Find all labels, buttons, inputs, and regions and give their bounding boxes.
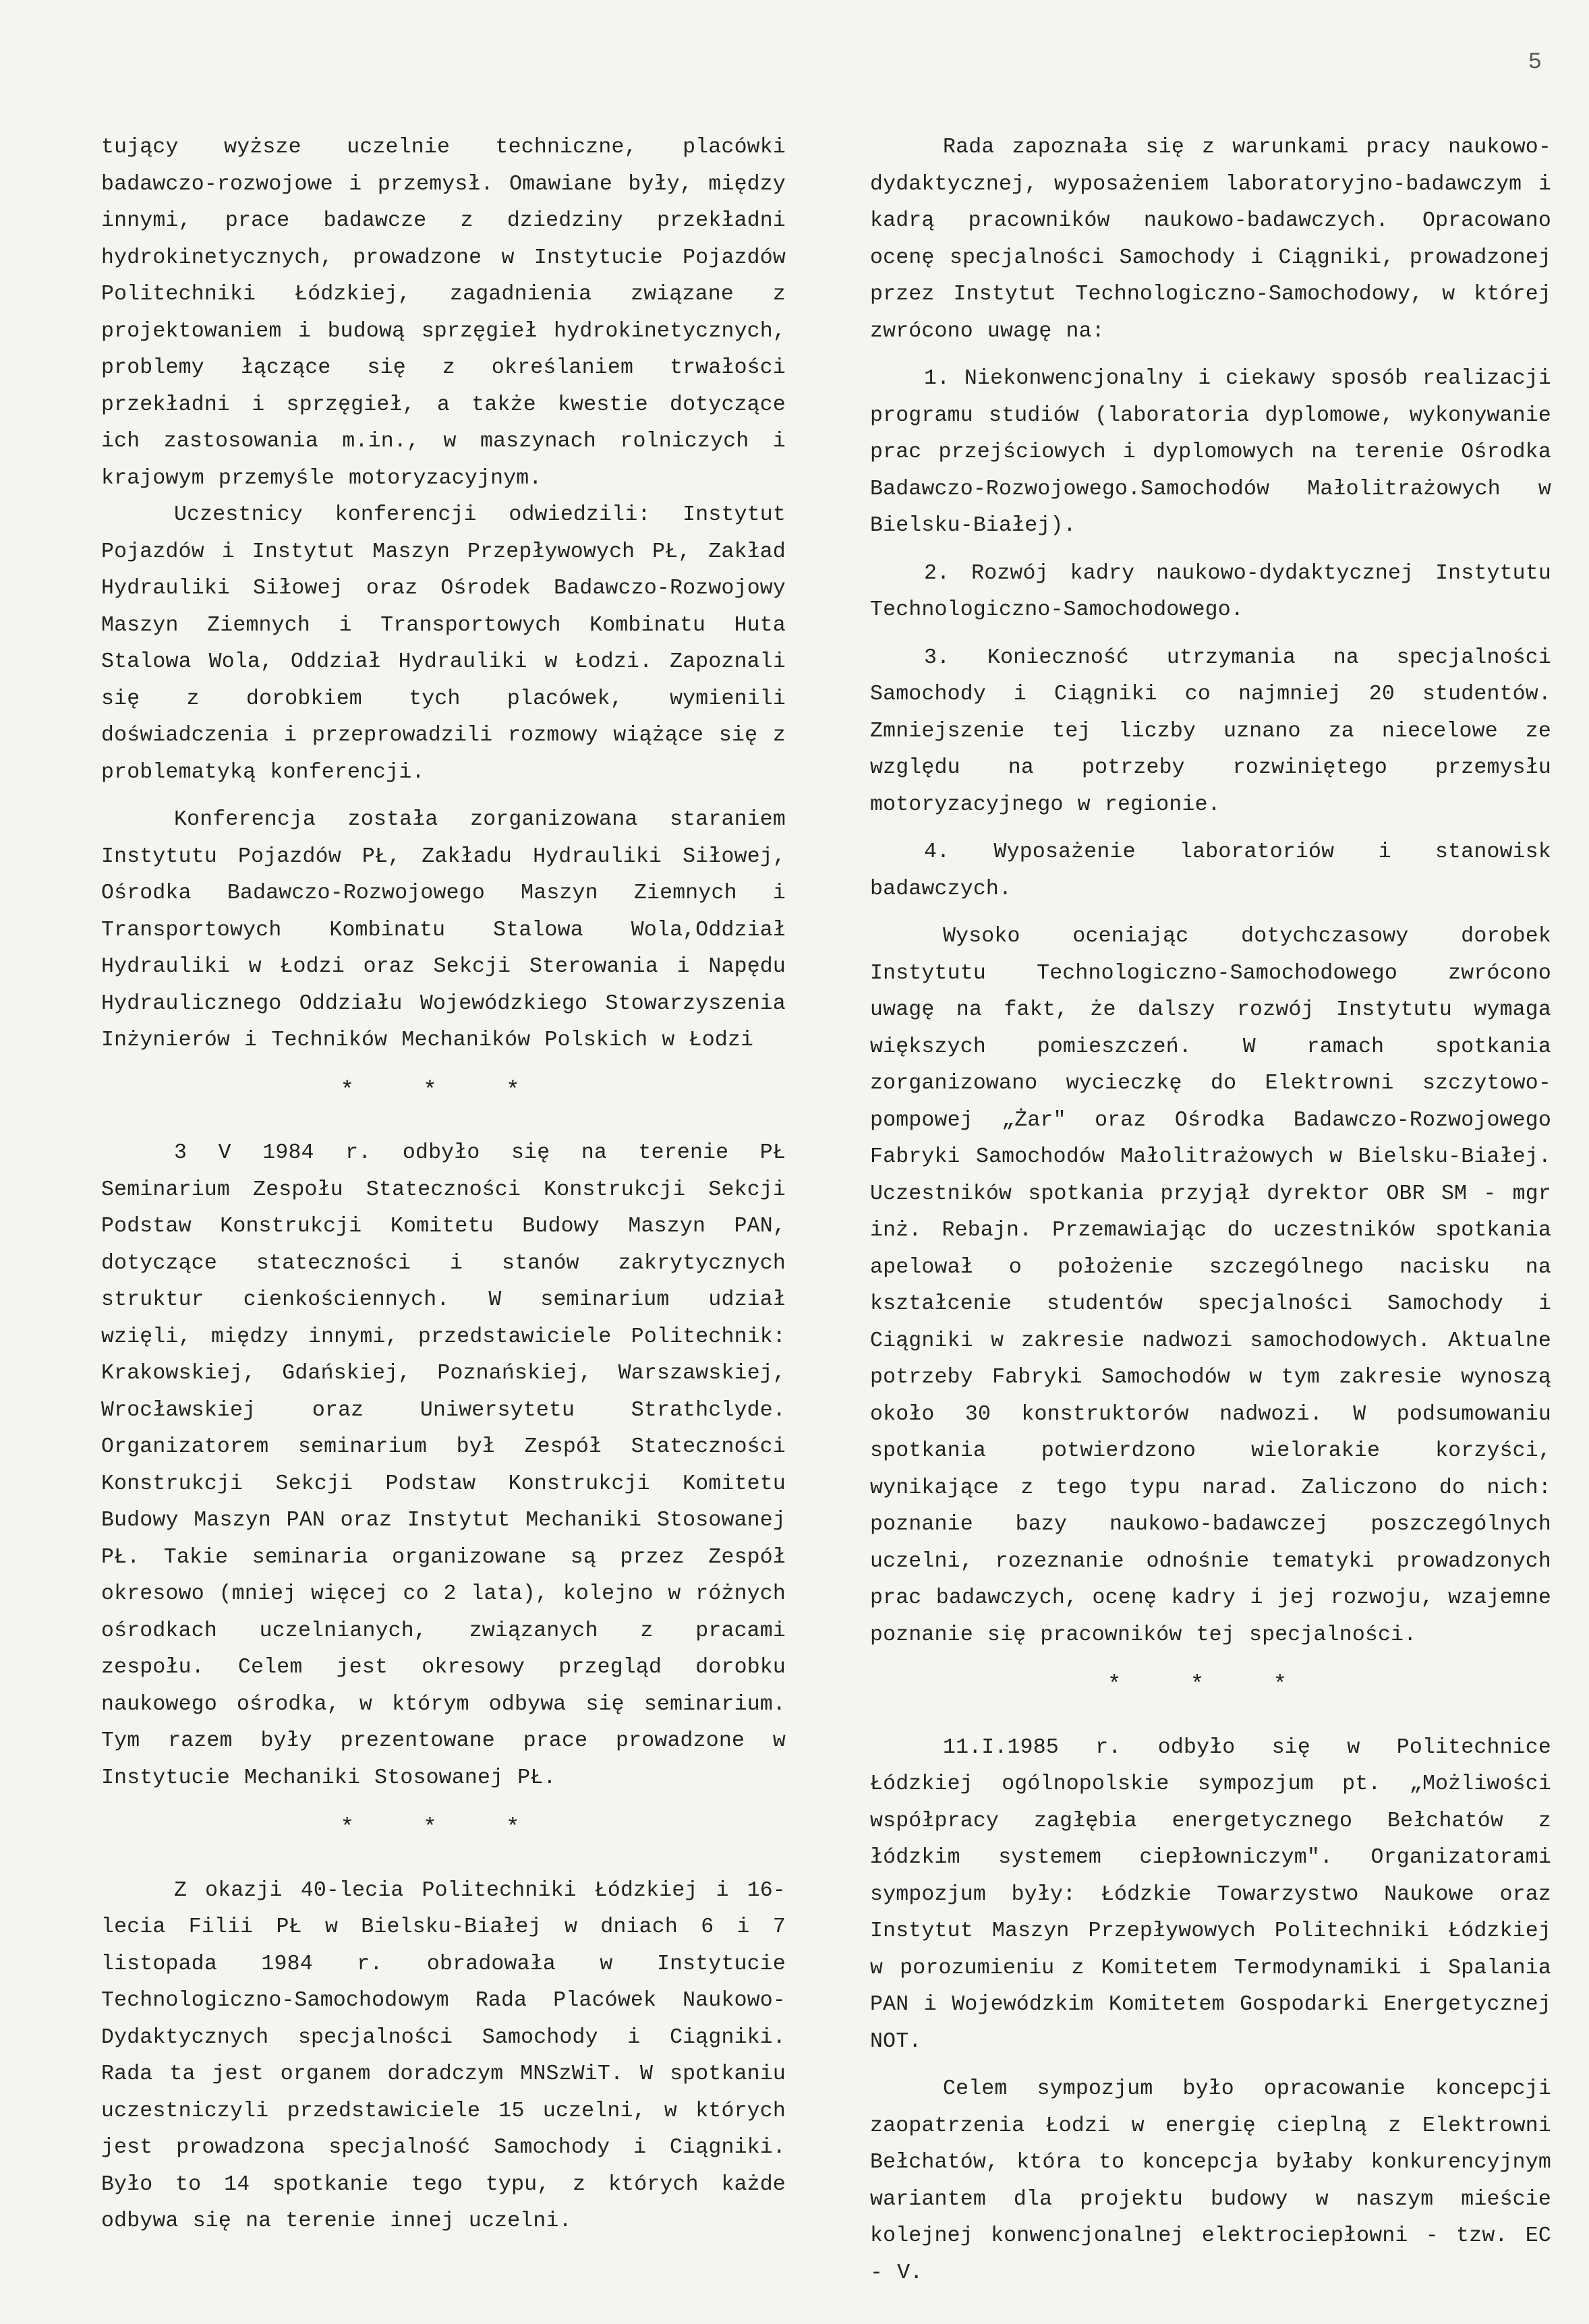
right-column bbox=[870, 129, 1551, 2292]
paragraph: Konferencja została zorganizowana staraniem Instytutu Pojazdów PŁ, Zakładu Hydrauliki Siłowej, Ośrodka Badawczo-Rozwojowego Maszyn Ziemnych i Transportowych Kombinatu Stalowa Wola,Oddział Hydrauliki w Łodzi oraz Sekcji Sterowania i Napędu Hydraulicznego Oddziału Wojewódzkiego Stowarzyszenia Inżynierów i Techników Mechaników Polskich w Łodzi bbox=[101, 808, 786, 1052]
paragraph: Celem sympozjum było opracowanie koncepcji zaopatrzenia Łodzi w energię cieplną z Elektrowni Bełchatów, która to koncepcja byłaby konkurencyjnym wariantem dla projektu budowy w naszym mieście kolejnej konwencjonalnej elektrociepłowni - tzw. EC - V. bbox=[870, 2077, 1551, 2285]
section-separator: * * * bbox=[1107, 1673, 1314, 1698]
list-item: 1. Niekonwencjonalny i ciekawy sposób realizacji programu studiów (laboratoria dyplomowe, wykonywanie prac przejściowych i dyplomowych na terenie Ośrodka Badawczo-Rozwojowego.Samochodów Małolitrażowych w Bielsku-Białej). bbox=[870, 367, 1551, 538]
paragraph: Uczestnicy konferencji odwiedzili: Instytut Pojazdów i Instytut Maszyn Przepływowych PŁ, Zakład Hydrauliki Siłowej oraz Ośrodek Badawczo-Rozwojowy Maszyn Ziemnych i Transportowych Kombinatu Huta Stalowa Wola, Oddział Hydrauliki w Łodzi. Zapoznali się z dorobkiem tych placówek, wymienili doświadczenia i przeprowadzili rozmowy wiążące się z problematyką konferencji. bbox=[101, 503, 786, 784]
page-number: 5 bbox=[1528, 50, 1542, 76]
list-item: 4. Wyposażenie laboratoriów i stanowisk badawczych. bbox=[870, 840, 1551, 901]
left-column bbox=[101, 129, 786, 2240]
list-item: 3. Konieczność utrzymania na specjalności Samochody i Ciągniki co najmniej 20 studentów. Zmniejszenie tej liczby uznano za niecelowe ze względu na potrzeby rozwiniętego przemysłu motoryzacyjnego w regionie. bbox=[870, 645, 1551, 817]
paragraph: 11.I.1985 r. odbyło się w Politechnice Łódzkiej ogólnopolskie sympozjum pt. „Możliwości współpracy zagłębia energetycznego Bełchatów z łódzkim systemem ciepłowniczym". Organizatorami sympozjum były: Łódzkie Towarzystwo Naukowe oraz Instytut Maszyn Przepływowych Politechniki Łódzkiej w porozumieniu z Komitetem Termodynamiki i Spalania PAN i Wojewódzkim Komitetem Gospodarki Energetycznej NOT. bbox=[870, 1735, 1551, 2054]
section-separator: * * * bbox=[340, 1815, 547, 1841]
paragraph: 3 V 1984 r. odbyło się na terenie PŁ Seminarium Zespołu Stateczności Konstrukcji Sekcji Podstaw Konstrukcji Komitetu Budowy Maszyn PAN, dotyczące stateczności i stanów zakrytycznych struktur cienkościennych. W seminarium udział wzięli, między innymi, przedstawiciele Politechnik: Krakowskiej, Gdańskiej, Poznańskiej, Warszawskiej, Wrocławskiej oraz Uniwersytetu Strathclyde. Organizatorem seminarium był Zespół Stateczności Konstrukcji Sekcji Podstaw Konstrukcji Komitetu Budowy Maszyn PAN oraz Instytut Mechaniki Stosowanej PŁ. Takie seminaria organizowane są przez Zespół okresowo (mniej więcej co 2 lata), kolejno w różnych ośrodkach uczelnianych, związanych z pracami zespołu. Celem jest okresowy przegląd dorobku naukowego ośrodka, w którym odbywa się seminarium. Tym razem były prezentowane prace prowadzone w Instytucie Mechaniki Stosowanej PŁ. bbox=[101, 1141, 786, 1790]
section-separator: * * * bbox=[340, 1078, 547, 1104]
paragraph: tujący wyższe uczelnie techniczne, placówki badawczo-rozwojowe i przemysł. Omawiane były, między innymi, prace badawcze z dziedziny przekładni hydrokinetycznych, prowadzone w Instytucie Pojazdów Politechniki Łódzkiej, zagadnienia związane z projektowaniem i budową sprzęgieł hydrokinetycznych, problemy łączące się z określaniem trwałości przekładni i sprzęgieł, a także kwestie dotyczące ich zastosowania m.in., w maszynach rolniczych i krajowym przemyśle motoryzacyjnym. bbox=[101, 136, 786, 490]
list-item: 2. Rozwój kadry naukowo-dydaktycznej Instytutu Technologiczno-Samochodowego. bbox=[870, 561, 1551, 622]
paragraph: Wysoko oceniając dotychczasowy dorobek Instytutu Technologiczno-Samochodowego zwrócono uwagę na fakt, że dalszy rozwój Instytutu wymaga większych pomieszczeń. W ramach spotkania zorganizowano wycieczkę do Elektrowni szczytowo-pompowej „Żar" oraz Ośrodka Badawczo-Rozwojowego Fabryki Samochodów Małolitrażowych w Bielsku-Białej. Uczestników spotkania przyjął dyrektor OBR SM - mgr inż. Rebajn. Przemawiając do uczestników spotkania apelował o położenie szczególnego nacisku na kształcenie studentów specjalności Samochody i Ciągniki w zakresie nadwozi samochodowych. Aktualne potrzeby Fabryki Samochodów w tym zakresie wynoszą około 30 konstruktorów nadwozi. W podsumowaniu spotkania potwierdzono wielorakie korzyści, wynikające z tego typu narad. Zaliczono do nich: poznanie bazy naukowo-badawczej poszczególnych uczelni, rozeznanie odnośnie tematyki prowadzonych prac badawczych, ocenę kadry i jej rozwoju, wzajemne poznanie się pracowników tej specjalności. bbox=[870, 925, 1551, 1647]
paragraph: Z okazji 40-lecia Politechniki Łódzkiej i 16-lecia Filii PŁ w Bielsku-Białej w dniach 6 i 7 listopada 1984 r. obradowała w Instytucie Technologiczno-Samochodowym Rada Placówek Naukowo-Dydaktycznych specjalności Samochody i Ciągniki. Rada ta jest organem doradczym MNSzWiT. W spotkaniu uczestniczyli przedstawiciele 15 uczelni, w których jest prowadzona specjalność Samochody i Ciągniki. Było to 14 spotkanie tego typu, z których każde odbywa się na terenie innej uczelni. bbox=[101, 1878, 786, 2233]
paragraph: Rada zapoznała się z warunkami pracy naukowo-dydaktycznej, wyposażeniem laboratoryjno-badawczym i kadrą pracowników naukowo-badawczych. Opracowano ocenę specjalności Samochody i Ciągniki, prowadzonej przez Instytut Technologiczno-Samochodowy, w której zwrócono uwagę na: bbox=[870, 136, 1551, 343]
